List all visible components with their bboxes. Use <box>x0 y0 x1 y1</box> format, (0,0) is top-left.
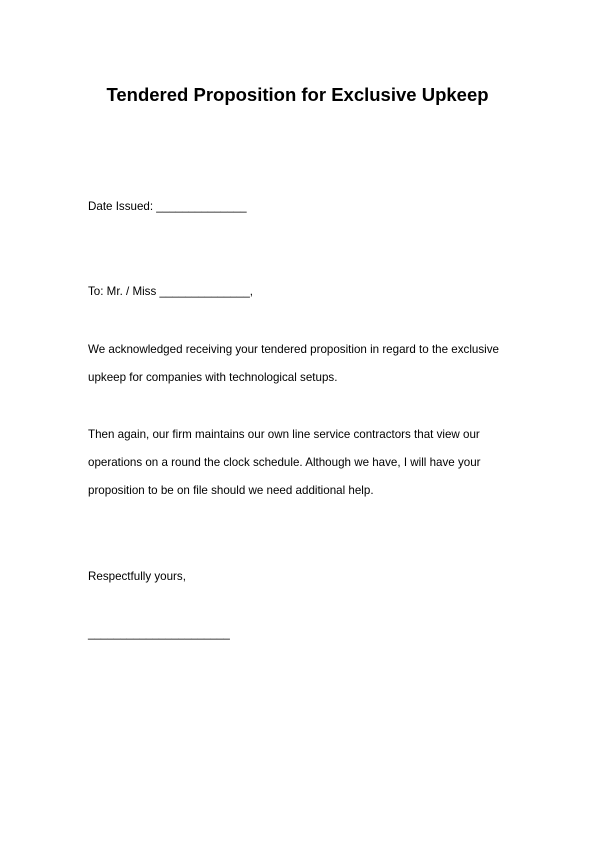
closing-salutation: Respectfully yours, <box>88 570 186 583</box>
document-title: Tendered Proposition for Exclusive Upkeep <box>106 84 489 105</box>
signature-line: ______________________ <box>88 627 230 640</box>
paragraph-2-line-3: proposition to be on file should we need additional help. <box>88 484 374 497</box>
paragraph-2-line-2: operations on a round the clock schedule. Although we have, I will have your <box>88 456 481 469</box>
recipient-line: To: Mr. / Miss ______________, <box>88 285 253 298</box>
paragraph-1-line-1: We acknowledged receiving your tendered proposition in regard to the exclusive <box>88 343 499 356</box>
paragraph-1-line-2: upkeep for companies with technological setups. <box>88 371 338 384</box>
paragraph-2-line-1: Then again, our firm maintains our own line service contractors that view our <box>88 428 480 441</box>
date-issued-line: Date Issued: ______________ <box>88 200 247 213</box>
